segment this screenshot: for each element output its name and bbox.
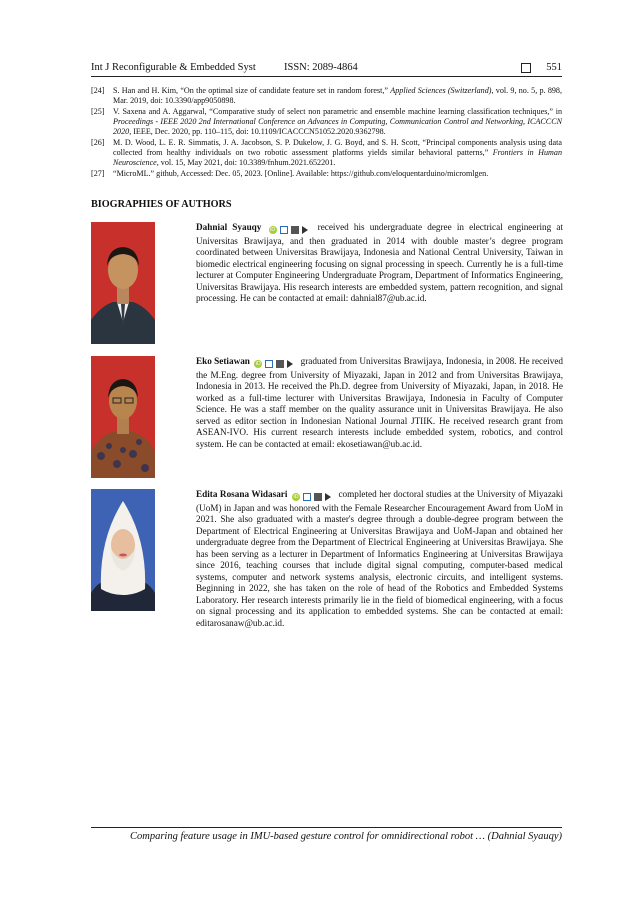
scopus-icon[interactable] (265, 360, 273, 368)
profile-icons (269, 224, 311, 236)
scopus-icon[interactable] (280, 226, 288, 234)
reference-item: [26] M. D. Wood, L. E. R. Simmatis, J. A. Jacobson, S. P. Dukelow, J. G. Boyd, and S. H. Scott, “Principal components analysis using data collected from healthy individuals on two robotic assessment platforms yields similar behavioral patterns,” Frontiers in Human Neuroscience, vol. 15, May 2021, doi: 10.3389/fnhum.2021.652201. (91, 138, 562, 168)
orcid-icon[interactable]: iD (293, 493, 299, 500)
running-footer: Comparing feature usage in IMU-based gesture control for omnidirectional robot … (Dahnial Syauqy) (91, 827, 562, 842)
issn: ISSN: 2089-4864 (284, 62, 358, 73)
author-name: Eko Setiawan (196, 356, 250, 366)
author-photo (91, 356, 155, 478)
author-photo (91, 489, 155, 611)
section-heading: BIOGRAPHIES OF AUTHORS (91, 199, 232, 210)
bio-text: graduated from Universitas Brawijaya, Indonesia, in 2008. He received the M.Eng. degree from University of Miyazaki, Japan in 2012 and from Universitas Brawijaya, Indonesia in 2013. He received the Ph.D. degree from University of Miyazaki, Japan, in 2018. He worked as a full-time lecturer with Universitas Brawijaya, Indonesia in Faculty of Computer Science. He was a staff member on the quality assurance unit in Universitas Brawijaya. He also served as editor section in Indonesian National Journal JTIIK. He received research grant from ASEAN-IVO. His current research interests include embedded system, robotics, and control system. He can be contacted at email: ekosetiawan@ub.ac.id. (196, 356, 563, 449)
orcid-icon[interactable]: iD (269, 226, 276, 233)
profile-icons (292, 491, 334, 503)
bio-paragraph (196, 356, 563, 450)
web-of-science-icon[interactable] (276, 360, 284, 368)
google-scholar-icon[interactable] (302, 226, 308, 234)
bio-paragraph (196, 489, 563, 630)
page-number: 551 (546, 62, 562, 73)
reference-list (91, 86, 562, 180)
google-scholar-icon[interactable] (287, 360, 293, 368)
bio-text: received his undergraduate degree in electrical engineering at Universitas Brawijaya, and then graduated in 2014 with double master’s degree program coordinated between Universitas Brawijaya, Indonesia and National Central University, Taiwan in biomedic electrical engineering focusing on signal processing in speech. Currently he is a full-time lecturer at Computer Engineering Undergraduate Program, Department of Informatics Engineering, Universitas Brawijaya. His research interests are embedded system, pattern recognition, and signal processing. He can be contacted at email: dahnial87@ub.ac.id. (196, 222, 563, 304)
author-name: Edita Rosana Widasari (196, 489, 288, 499)
bio-paragraph (196, 222, 563, 305)
running-header (91, 62, 562, 77)
web-of-science-icon[interactable] (291, 226, 299, 234)
orcid-icon[interactable]: iD (255, 360, 261, 367)
author-photo (91, 222, 155, 344)
scopus-icon[interactable] (303, 493, 311, 501)
profile-icons (254, 358, 296, 370)
author-name: Dahnial Syauqy (196, 222, 262, 232)
reference-item: [25] V. Saxena and A. Aggarwal, “Comparative study of select non parametric and ensemble machine learning classification techniques,” in Proceedings - IEEE 2020 2nd International Conference on Advances in Computing, Communication Control and Networking, ICACCCN 2020, IEEE, Dec. 2020, pp. 110–115, doi: 10.1109/ICACCCN51052.2020.9362798. (91, 106, 562, 137)
checkbox-icon (521, 63, 531, 73)
reference-item: [27] “MicroML.” github, Accessed: Dec. 05, 2023. [Online]. Available: https://github.com/eloquentarduino/micromlgen. (91, 169, 489, 179)
journal-name: Int J Reconfigurable & Embedded Syst (91, 62, 256, 73)
web-of-science-icon[interactable] (314, 493, 322, 501)
google-scholar-icon[interactable] (325, 493, 331, 501)
bio-text: completed her doctoral studies at the University of Miyazaki (UoM) in Japan and was honored with the Female Researcher Encouragement Award from UoM in 2021. She also graduated with a master's degree through a double-degree program between the Department of Electrical Engineering at Universitas Brawijaya and UoM-Japan and obtained her undergraduate degree from the Department of Electrical Engineering at Universitas Brawijaya. She has been serving as a lecturer in Department of Informatics Engineering at Universitas Brawijaya since 2016, teaching courses that include digital signal computing, computer-based medical systems, computer and network systems analysis, electronic circuits, and intelligent systems. Beginning in 2022, she has taken on the role of head of the Robotics and Embedded Systems Laboratory. Her research interests primarily lie in the field of biomedical engineering, with a focus on signal processing and its application to embedded systems. She can be contacted at email: editarosanaw@ub.ac.id. (196, 489, 563, 629)
reference-item: [24] S. Han and H. Kim, “On the optimal size of candidate feature set in random forest,” Applied Sciences (Switzerland), vol. 9, no. 5, p. 898, Mar. 2019, doi: 10.3390/app9050898. (91, 86, 562, 106)
